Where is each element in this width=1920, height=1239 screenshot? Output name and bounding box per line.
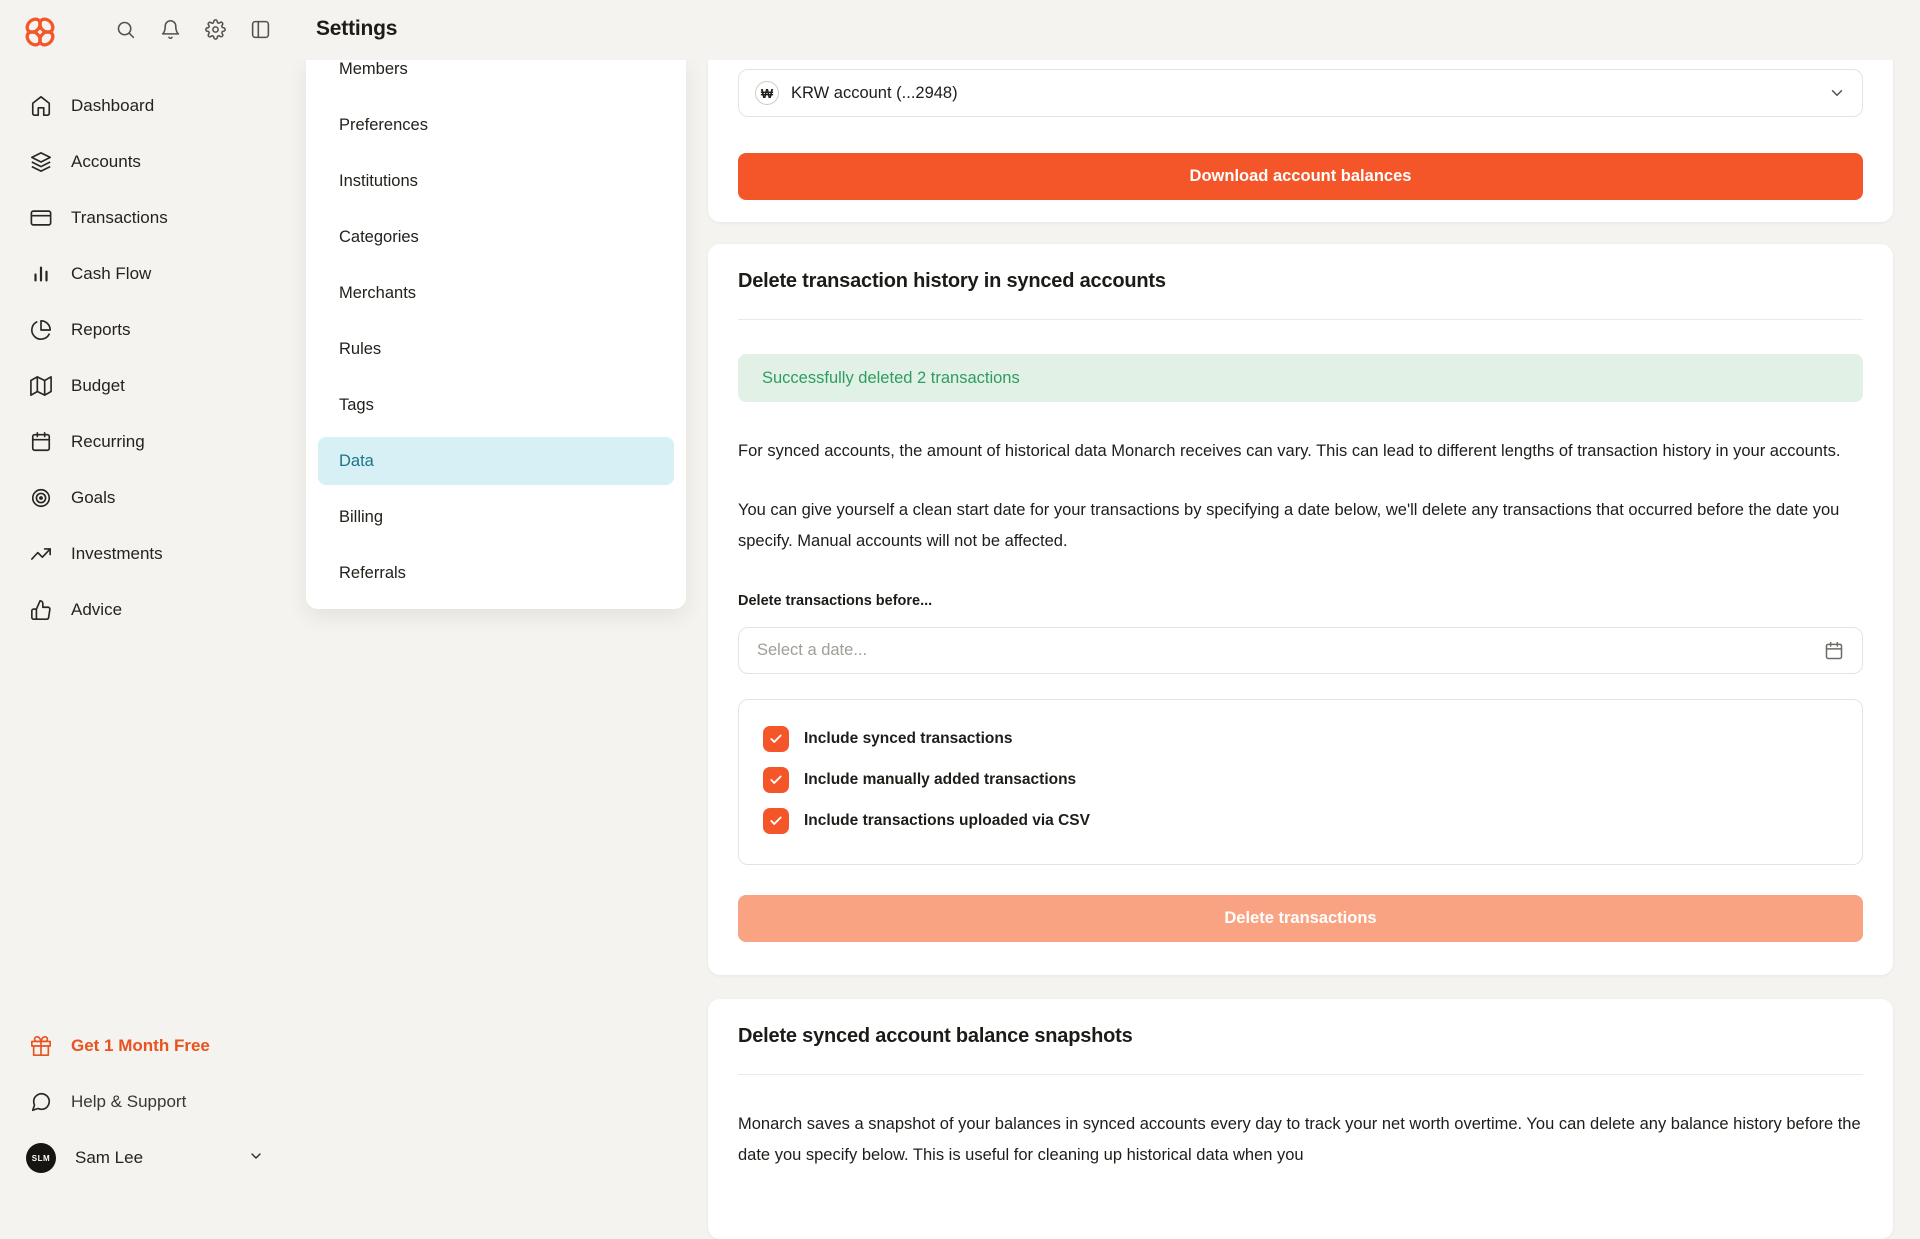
delete-transactions-button[interactable]: Delete transactions (738, 895, 1863, 942)
checkbox-row-csv[interactable] (763, 807, 1838, 835)
sidebar-item-label: Reports (71, 320, 131, 339)
sidebar-item-cash-flow[interactable] (12, 246, 292, 302)
trending-up-icon (30, 543, 52, 565)
card-title: Delete transaction history in synced accounts (738, 270, 1166, 292)
gift-icon (30, 1035, 52, 1057)
sidebar-item-dashboard[interactable] (12, 78, 292, 134)
thumbs-up-icon (30, 599, 52, 621)
description-paragraph: Monarch saves a snapshot of your balances in synced accounts every day to track your net worth overtime. You can delete any balance history before the date you specify below. This is useful for cleaning up historical data when you (738, 1115, 1861, 1164)
search-icon[interactable] (108, 12, 142, 46)
description-paragraph: For synced accounts, the amount of historical data Monarch receives can vary. This can lead to different lengths of transaction history in your accounts. (738, 442, 1841, 460)
settings-menu-item-categories[interactable]: Categories (339, 227, 419, 246)
settings-menu-item-billing[interactable]: Billing (339, 507, 384, 526)
delete-snapshots-card (708, 999, 1893, 1239)
sidebar-item-budget[interactable] (12, 358, 292, 414)
sidebar-item-label: Advice (71, 600, 123, 619)
sidebar-item-label: Get 1 Month Free (71, 1036, 210, 1055)
krw-currency-icon: ₩ (755, 81, 779, 105)
success-banner: Successfully deleted 2 transactions (738, 354, 1863, 402)
download-account-balances-button[interactable]: Download account balances (738, 153, 1863, 200)
chevron-down-icon (248, 1148, 264, 1169)
download-balances-card (708, 60, 1893, 222)
checkbox-label: Include manually added transactions (804, 771, 1077, 788)
bar-chart-icon (30, 263, 52, 285)
account-select-value: KRW account (...2948) (791, 83, 958, 102)
settings-menu-item-preferences[interactable]: Preferences (339, 115, 428, 134)
sidebar-item-goals[interactable] (12, 470, 292, 526)
sidebar-item-label: Accounts (71, 152, 141, 171)
sidebar-item-accounts[interactable] (12, 134, 292, 190)
settings-menu-item-tags[interactable]: Tags (339, 395, 374, 414)
chat-bubble-icon (30, 1091, 52, 1113)
sidebar-item-reports[interactable] (12, 302, 292, 358)
sidebar-item-label: Dashboard (71, 96, 155, 115)
sidebar-item-get-month-free[interactable] (12, 1018, 292, 1074)
checkbox-checked-icon[interactable] (763, 726, 789, 752)
sidebar-item-help-support[interactable] (12, 1074, 292, 1130)
settings-menu-item-members[interactable]: Members (339, 59, 408, 78)
date-input[interactable] (757, 641, 1824, 660)
sidebar-item-advice[interactable] (12, 582, 292, 638)
date-picker-field[interactable] (738, 627, 1863, 674)
settings-menu-item-referrals[interactable]: Referrals (339, 563, 406, 582)
layers-icon (30, 151, 52, 173)
sidebar-item-label: Recurring (71, 432, 145, 451)
main-content (708, 60, 1893, 1239)
settings-gear-icon[interactable] (198, 12, 232, 46)
checkbox-row-manual[interactable] (763, 766, 1838, 794)
settings-menu-item-merchants[interactable]: Merchants (339, 283, 417, 302)
user-name: Sam Lee (75, 1148, 144, 1167)
settings-menu (306, 60, 686, 609)
sidebar-nav (0, 60, 304, 1200)
checkbox-checked-icon[interactable] (763, 808, 789, 834)
sidebar-item-label: Transactions (71, 208, 168, 227)
pie-chart-icon (30, 319, 52, 341)
sidebar-item-label: Budget (71, 376, 125, 395)
top-bar (0, 0, 1920, 60)
settings-menu-item-institutions[interactable]: Institutions (339, 171, 418, 190)
sidebar-item-investments[interactable] (12, 526, 292, 582)
avatar: SLM (26, 1143, 56, 1173)
user-menu[interactable] (12, 1130, 292, 1186)
card-title: Delete synced account balance snapshots (738, 1025, 1133, 1047)
chevron-down-icon (1828, 84, 1846, 102)
page-title: Settings (316, 17, 398, 40)
sidebar-item-label: Investments (71, 544, 163, 563)
sidebar-item-label: Cash Flow (71, 264, 152, 283)
sidebar-item-transactions[interactable] (12, 190, 292, 246)
notifications-bell-icon[interactable] (153, 12, 187, 46)
date-field-label: Delete transactions before... (738, 593, 933, 609)
sidebar-toggle-icon[interactable] (243, 12, 277, 46)
sidebar-item-recurring[interactable] (12, 414, 292, 470)
credit-card-icon (30, 207, 52, 229)
calendar-icon[interactable] (1824, 641, 1844, 661)
checkbox-checked-icon[interactable] (763, 767, 789, 793)
checkbox-row-synced[interactable] (763, 725, 1838, 753)
settings-menu-item-rules[interactable]: Rules (339, 339, 382, 358)
map-icon (30, 375, 52, 397)
checkbox-label: Include synced transactions (804, 730, 1013, 747)
settings-menu-item-data[interactable]: Data (318, 437, 674, 485)
delete-transaction-history-card (708, 244, 1893, 975)
account-select[interactable] (738, 69, 1863, 117)
sidebar-item-label: Goals (71, 488, 116, 507)
target-icon (30, 487, 52, 509)
checkbox-label: Include transactions uploaded via CSV (804, 812, 1090, 829)
monarch-logo-icon[interactable] (22, 14, 58, 50)
checkbox-group (738, 699, 1863, 865)
description-paragraph: You can give yourself a clean start date for your transactions by specifying a date below, we'll delete any transactions that occurred before the date you specify. Manual accounts will not be affected. (738, 501, 1840, 550)
home-icon (30, 95, 52, 117)
calendar-icon (30, 431, 52, 453)
sidebar-item-label: Help & Support (71, 1092, 187, 1111)
